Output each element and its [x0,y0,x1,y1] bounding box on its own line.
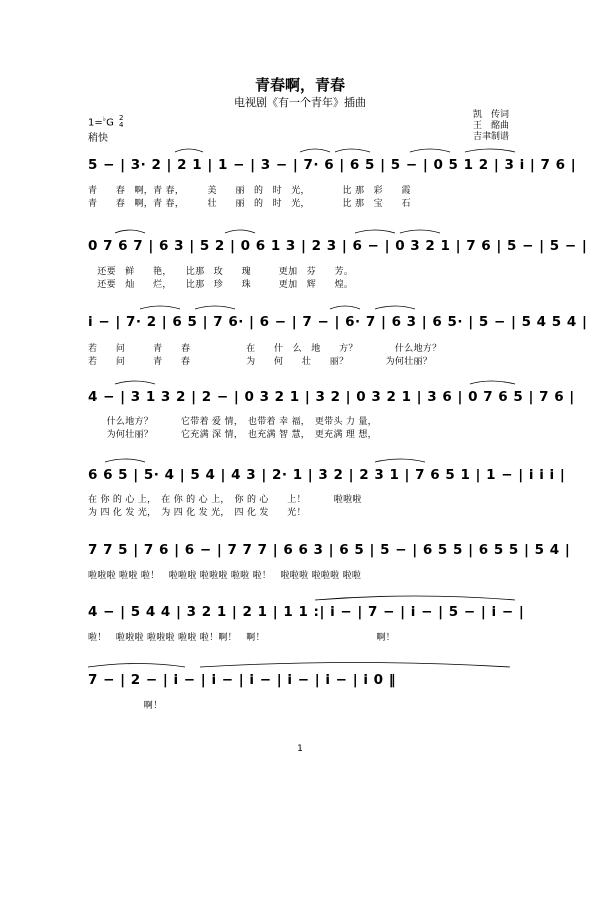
slur-arc [410,149,450,152]
slur-arc [175,149,203,152]
transcriber-credit: 吉聿制谱 [473,132,510,142]
song-title: 青春啊，青春 [254,76,345,94]
time-signature-bottom: 4 [119,121,124,130]
lyrics-row-5-verse-2: 为 四 化 发 光， 为 四 化 发 光， 四 化 发 光！ [88,508,306,518]
slur-arc [88,664,185,668]
notation-row-7: 4 − | 5 4 4 | 3 2 1 | 2 1 | 1 1 :| i − | 7 − | i − | 5 − | i − | [88,604,525,620]
slur-arc [195,306,235,309]
notation-row-2: 0 7 6 7 | 6 3 | 5 2 | 0 6 1 3 | 2 3 | 6 − | 0 3 2 1 | 7 6 | 5 − | 5 − | [88,238,588,254]
song-subtitle: 电视剧《有一个青年》插曲 [234,96,366,109]
lyricist-credit: 凯 传词 [473,110,510,120]
slur-arc [355,230,395,233]
slur-arc [375,459,425,462]
lyrics-row-4-verse-1: 什么地方？ 它带着 爱 情， 也带着 幸 福， 更带头 力 量， [88,417,377,427]
lyrics-row-3-verse-1: 若 问 青 春 在 什 么 地 方？ 什么地方？ [88,344,442,354]
notation-row-1: 5 − | 3· 2 | 2 1 | 1 − | 3 − | 7· 6 | 6 5 | 5 − | 0 5 1 2 | 3 i | 7 6 | [88,157,577,173]
notation-row-6: 7 7 5 | 7 6 | 6 − | 7 7 7 | 6 6 3 | 6 5 | 5 − | 6 5 5 | 6 5 5 | 5 4 | [88,542,571,558]
slur-arc [225,230,255,233]
slur-arc [140,306,180,309]
slur-arc [115,381,155,384]
slur-arc [200,663,510,668]
slur-arc [105,459,145,462]
notation-row-4: 4 − | 3 1 3 2 | 2 − | 0 3 2 1 | 3 2 | 0 3 2 1 | 3 6 | 0 7 6 5 | 7 6 | [88,389,575,405]
slur-arc [115,230,145,233]
page-number: 1 [297,744,303,754]
key-prefix: 1= [88,117,103,129]
lyrics-row-3-verse-2: 若 问 青 春 为 何 壮 丽？ 为何壮丽？ [88,357,433,367]
slur-arc [375,306,415,309]
notation-row-8: 7 − | 2 − | i − | i − | i − | i − | i − | i 0 ‖ [88,672,396,688]
lyrics-row-4-verse-2: 为何壮丽？ 它充满 深 情， 也充满 智 慧， 更充满 理 想， [88,430,377,440]
notation-row-3: i − | 7· 2 | 6 5 | 7 6· | 6 − | 7 − | 6· 7 | 6 3 | 6 5· | 5 − | 5 4 5 4 | [88,314,588,330]
slur-arc [300,149,330,152]
slur-arc [330,306,360,309]
slur-arc [470,381,515,384]
key-note: G [106,117,114,129]
slur-arc [400,230,440,233]
time-signature-top: 2 [119,114,124,123]
lyrics-row-8: 啊！ [88,701,163,711]
composer-credit: 王 酩曲 [473,121,510,131]
slur-arc [465,149,515,152]
lyrics-row-1-verse-2: 青 春 啊，青 春， 壮 丽 的 时 光， 比 那 宝 石 [88,199,411,209]
lyrics-row-7: 啦！ 啦啦啦 啦啦啦 啦啦 啦！啊！ 啊！ 啊！ [88,633,396,643]
slur-arc [335,149,370,152]
lyrics-row-2-verse-1: 还要 鲜 艳， 比那 玫 瑰 更加 芬 芳。 [88,267,354,277]
lyrics-row-6: 啦啦啦 啦啦 啦！ 啦啦啦 啦啦啦 啦啦 啦！ 啦啦啦 啦啦啦 啦啦 [88,571,362,581]
flat-sign: ♭ [102,115,107,123]
lyrics-row-2-verse-2: 还要 灿 烂， 比那 珍 珠 更加 辉 煌。 [88,280,354,290]
lyrics-row-1-verse-1: 青 春 啊，青 春， 美 丽 的 时 光， 比 那 彩 霞 [88,186,411,196]
slur-arc [315,596,515,600]
lyrics-row-5-verse-1: 在 你 的 心 上， 在 你 的 心 上， 你 的 心 上！ 啦啦啦 [88,495,362,505]
notation-row-5: 6 6 5 | 5· 4 | 5 4 | 4 3 | 2· 1 | 3 2 | 2 3 1 | 7 6 5 1 | 1 − | i i i | [88,467,566,483]
tempo-marking: 稍快 [88,133,108,144]
